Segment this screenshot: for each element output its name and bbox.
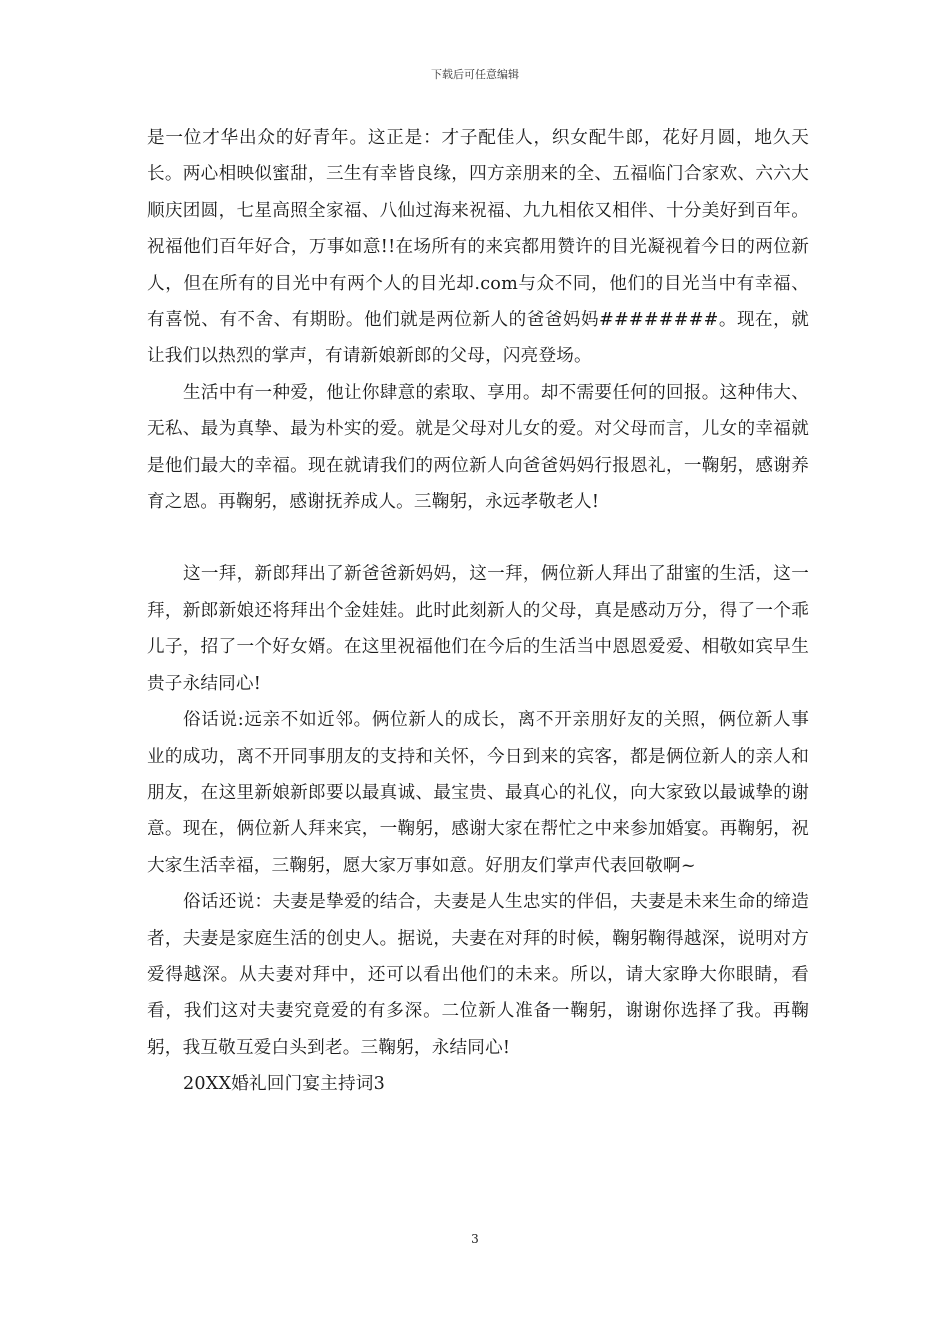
document-body xyxy=(147,120,809,1103)
paragraph-3: 这一拜，新郎拜出了新爸爸新妈妈，这一拜，俩位新人拜出了甜蜜的生活，这一拜，新郎新娘还将拜出个金娃娃。此时此刻新人的父母，真是感动万分，得了一个乖儿子，招了一个好女婿。在这里祝福他们在今后的生活当中恩恩爱爱、相敬如宾早生贵子永结同心! xyxy=(147,564,809,694)
paragraph-5: 俗话还说：夫妻是挚爱的结合，夫妻是人生忠实的伴侣，夫妻是未来生命的缔造者，夫妻是家庭生活的创史人。据说，夫妻在对拜的时候，鞠躬鞠得越深，说明对方爱得越深。从夫妻对拜中，还可以看出他们的未来。所以，请大家睁大你眼睛，看看，我们这对夫妻究竟爱的有多深。二位新人准备一鞠躬，谢谢你选择了我。再鞠躬，我互敬互爱白头到老。三鞠躬，永结同心! xyxy=(147,892,809,1058)
page-number: 3 xyxy=(471,1232,479,1246)
paragraph-gap xyxy=(147,520,809,556)
page-header: 下载后可任意编辑 xyxy=(431,68,519,81)
paragraph-1: 是一位才华出众的好青年。这正是：才子配佳人，织女配牛郎，花好月圆，地久天长。两心相映似蜜甜，三生有幸皆良缘，四方亲朋来的全、五福临门合家欢、六六大顺庆团圆，七星高照全家福、八仙过海来祝福、九九相依又相伴、十分美好到百年。祝福他们百年好合，万事如意!!在场所有的来宾都用赞许的目光凝视着今日的两位新人，但在所有的目光中有两个人的目光却.com与众不同，他们的目光当中有幸福、有喜悦、有不舍、有期盼。他们就是两位新人的爸爸妈妈########。现在，就让我们以热烈的掌声，有请新娘新郎的父母，闪亮登场。 xyxy=(147,128,809,367)
section-heading: 20XX婚礼回门宴主持词3 xyxy=(183,1074,385,1095)
paragraph-2: 生活中有一种爱，他让你肆意的索取、享用。却不需要任何的回报。这种伟大、无私、最为真挚、最为朴实的爱。就是父母对儿女的爱。对父母而言，儿女的幸福就是他们最大的幸福。现在就请我们的两位新人向爸爸妈妈行报恩礼，一鞠躬，感谢养育之恩。再鞠躬，感谢抚养成人。三鞠躬，永远孝敬老人! xyxy=(147,382,809,513)
paragraph-4: 俗话说:远亲不如近邻。俩位新人的成长，离不开亲朋好友的关照，俩位新人事业的成功，离不开同事朋友的支持和关怀，今日到来的宾客，都是俩位新人的亲人和朋友，在这里新娘新郎要以最真诚、最宝贵、最真心的礼仪，向大家致以最诚挚的谢意。现在，俩位新人拜来宾，一鞠躬，感谢大家在帮忙之中来参加婚宴。再鞠躬，祝大家生活幸福，三鞠躬，愿大家万事如意。好朋友们掌声代表回敬啊~ xyxy=(147,710,809,876)
